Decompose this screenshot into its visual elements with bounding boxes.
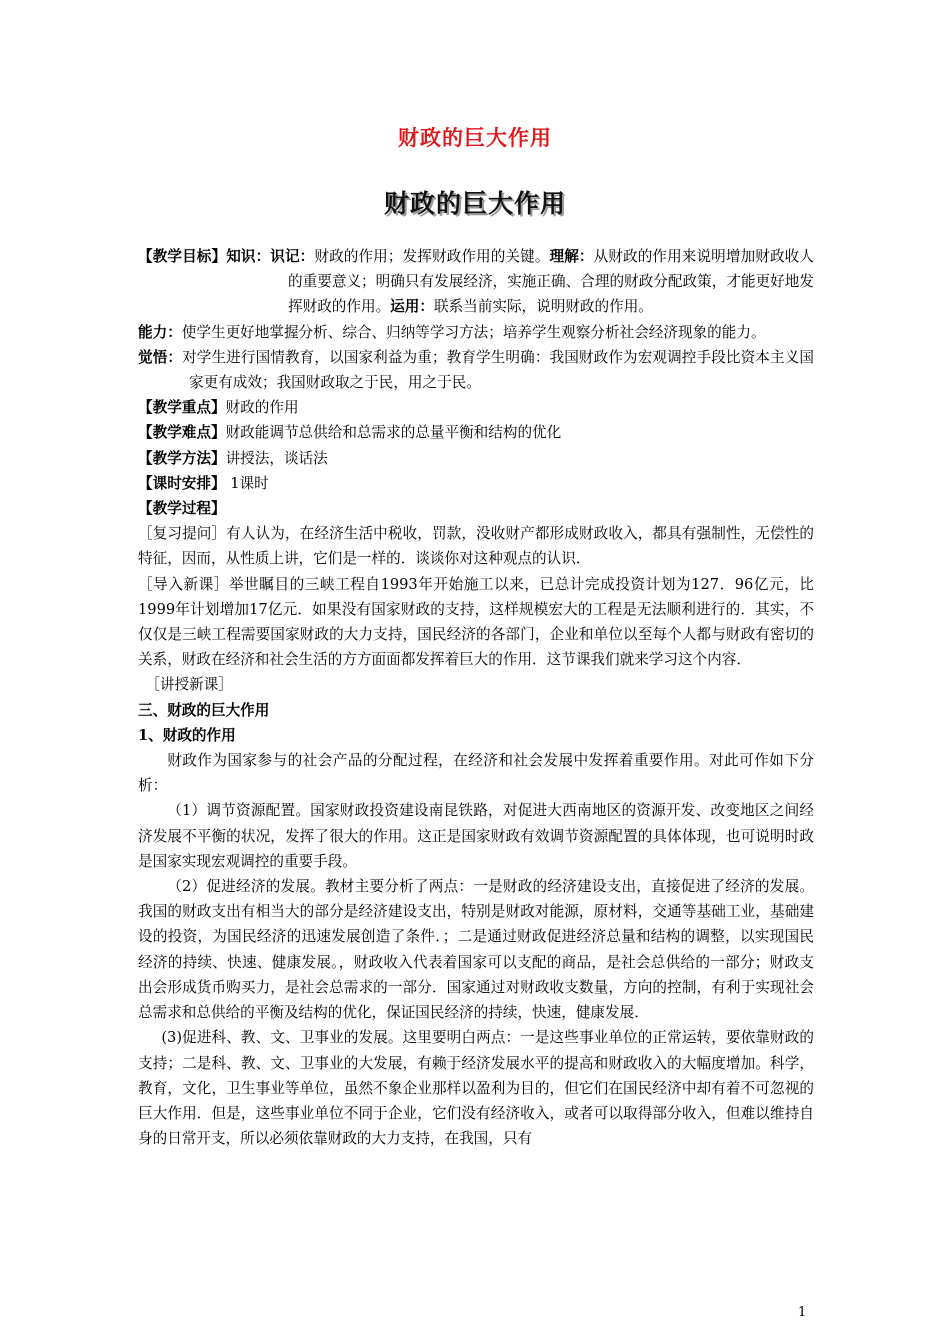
- teaching-goals-knowledge: [138, 244, 814, 320]
- subsection-title: 1、财政的作用: [138, 726, 236, 744]
- intro-label: ［导入新课］: [138, 575, 229, 593]
- difficulty: [138, 420, 814, 445]
- red-title: 财政的巨大作用: [398, 126, 552, 150]
- method-text: 讲授法，谈话法: [225, 449, 328, 467]
- knowledge-label: 知识：: [226, 248, 271, 265]
- apply-label: 运用：: [390, 298, 434, 316]
- apply-text: 联系当前实际，说明财政的作用。: [433, 298, 653, 316]
- main-title: 财政的巨大作用: [383, 189, 566, 218]
- document-body: [138, 244, 814, 1151]
- goals-label: 【教学目标】: [138, 248, 227, 265]
- paragraph-resource-allocation: （1）调节资源配置。国家财政投资建设南昆铁路，对促进大西南地区的资源开发、改变地区之间经济发展不平衡的状况，发挥了很大的作用。这正是国家财政有效调节资源配置的具体体现，也可说明时政是国家实现宏观调控的重要手段。: [138, 802, 814, 870]
- page-number: 1: [798, 1305, 807, 1320]
- paragraph-economic-development: （2）促进经济的发展。教材主要分析了两点：一是财政的经济建设支出，直接促进了经济的发展。我国的财政支出有相当大的部分是经济建设支出，特别是财政对能源，原材料，交通等基础工业，基础建设的投资，为国民经济的迅速发展创造了条件．；二是通过财政促进经济总量和结构的调整，以实现国民经济的持续、快速、健康发展。，财政收入代表着国家可以支配的商品，是社会总供给的一部分；财政支出会形成货币购买力，是社会总需求的一部分．国家通过对财政收支数量，方向的控制，有利于实现社会总需求和总供给的平衡及结构的优化，保证国民经济的持续，快速，健康发展．: [138, 878, 814, 1022]
- awareness-label: 觉悟：: [138, 348, 183, 366]
- method-label: 【教学方法】: [138, 449, 226, 467]
- schedule-text: 1课时: [225, 474, 269, 492]
- paragraph-intro: 财政作为国家参与的社会产品的分配过程，在经济和社会发展中发挥着重要作用。对此可作如下分析：: [138, 752, 814, 795]
- review-label: ［复习提问］: [138, 525, 227, 543]
- lecture-heading: ［讲授新课］: [145, 676, 233, 694]
- intro-text: 举世瞩目的三峡工程自1993年开始施工以来，已总计完成投资计划为127．96亿元，比1999年计划增加17亿元．如果没有国家财政的支持，这样规模宏大的工程是无法顺利进行的．其实，不仅仅是三峡工程需要国家财政的大力支持，国民经济的各部门，企业和单位以至每个人都与财政有密切的关系，财政在经济和社会生活的方方面面都发挥着巨大的作用．这节课我们就来学习这个内容．: [138, 575, 814, 669]
- schedule: [138, 471, 814, 496]
- understand-label: 理解：: [549, 248, 594, 265]
- schedule-label: 【课时安排】: [138, 474, 226, 492]
- ability-label: 能力：: [138, 323, 182, 341]
- key-points-label: 【教学重点】: [138, 399, 226, 417]
- process-heading: [138, 496, 814, 521]
- paragraph-science-education: (3)促进科、教、文、卫事业的发展。这里要明白两点：一是这些事业单位的正常运转，要依靠财政的支持；二是科、教、文、卫事业的大发展，有赖于经济发展水平的提高和财政收入的大幅度增加。科学，教育，文化，卫生事业等单位，虽然不象企业那样以盈利为目的，但它们在国民经济中却有着不可忽视的巨大作用．但是，这些事业单位不同于企业，它们没有经济收入，或者可以取得部分收入，但难以维持自身的日常开支，所以必须依靠财政的大力支持，在我国，只有: [138, 1029, 814, 1148]
- intro-paragraph: [138, 572, 814, 673]
- understand-text: 从财政的作用来说明增加财政收人的重要意义；明确只有发展经济，实施正确、合理的财政分配政策，才能更好地发挥财政的作用。: [288, 248, 814, 316]
- ability-paragraph: [138, 320, 814, 345]
- review-text: 有人认为，在经济生活中税收，罚款，没收财产都形成财政收入，都具有强制性，无偿性的特征，因而，从性质上讲，它们是一样的．谈谈你对这种观点的认识．: [138, 525, 814, 568]
- process-label: 【教学过程】: [138, 500, 226, 518]
- section-title: 三、财政的巨大作用: [138, 701, 270, 719]
- key-points-text: 财政的作用: [225, 399, 299, 417]
- ability-text: 使学生更好地掌握分析、综合、归纳等学习方法；培养学生观察分析社会经济现象的能力。: [181, 323, 766, 341]
- difficulty-text: 财政能调节总供给和总需求的总量平衡和结构的优化: [225, 424, 562, 442]
- memorize-label: 识记：: [270, 248, 315, 265]
- awareness-paragraph: [138, 345, 814, 395]
- key-points: [138, 395, 814, 420]
- review-question: [138, 521, 814, 571]
- teaching-method: [138, 446, 814, 471]
- memorize-text: 财政的作用；发挥财政作用的关键。: [314, 248, 550, 265]
- difficulty-label: 【教学难点】: [138, 424, 226, 442]
- awareness-text: 对学生进行国情教育，以国家利益为重；教育学生明确：我国财政作为宏观调控手段比资本主义国家更有成效；我国财政取之于民，用之于民。: [182, 348, 814, 392]
